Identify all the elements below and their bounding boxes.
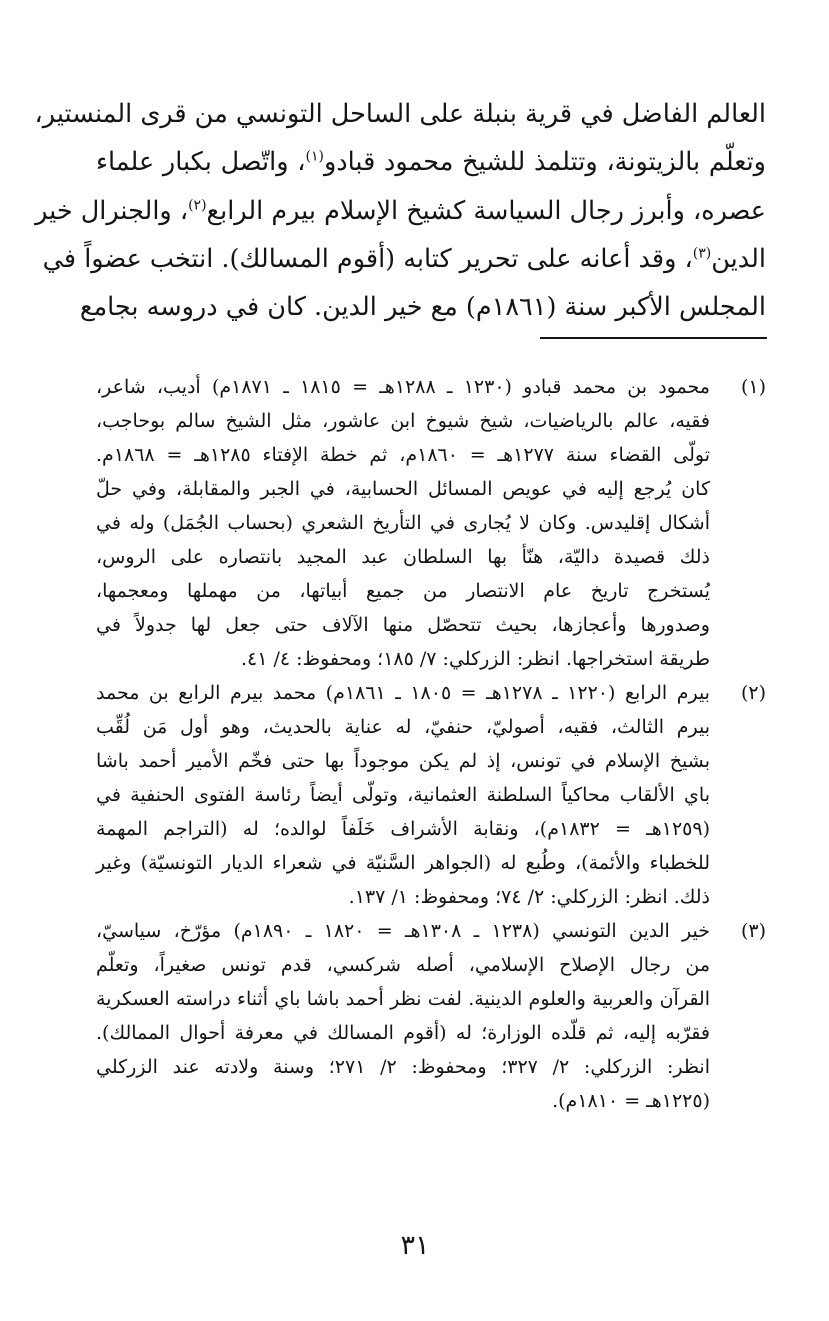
footnote-number: (٣) <box>740 920 766 942</box>
footnote-line: القرآن والعربية والعلوم الدينية. لفت نظر أحمد باشا باي أثناء دراسته العسكرية <box>96 988 710 1010</box>
main-text-segment: ، واتّصل بكبار علماء <box>96 147 306 178</box>
main-text-segment: الدين <box>711 243 766 274</box>
footnote-line: طريقة استخراجها. انظر: الزركلي: ٧/ ١٨٥؛ ومحفوظ: ٤/ ٤١. <box>240 648 710 670</box>
footnote-reference-2[interactable]: (٢) <box>188 197 207 214</box>
footnote-line: باي الألقاب محاكياً السلطنة العثمانية، وتولّى أيضاً رئاسة الفتوى الحنفية في <box>96 784 710 806</box>
footnote-line: ذلك. انظر: الزركلي: ٢/ ٧٤؛ ومحفوظ: ١/ ١٣٧. <box>348 886 710 908</box>
main-text-segment: ، والجنرال خير <box>35 195 189 226</box>
footnote-line: (١٢٥٩هـ = ١٨٣٢م)، ونقابة الأشراف خَلَفاً لوالده؛ له (التراجم المهمة <box>96 818 710 840</box>
footnote-separator <box>540 337 767 339</box>
footnote-line: خير الدين التونسي (١٢٣٨ ـ ١٣٠٨هـ = ١٨٢٠ ـ ١٨٩٠م) مؤرّخ، سياسيّ، <box>96 920 711 942</box>
footnote-reference-1[interactable]: (١) <box>305 148 324 165</box>
footnote-line: كان يُرجع إليه في عويص المسائل الحسابية، في الجبر والمقابلة، وفي حلّ <box>96 478 710 500</box>
main-line <box>42 235 766 283</box>
main-text-segment: عصره، وأبرز رجال السياسة كشيخ الإسلام بيرم الرابع <box>206 195 766 226</box>
footnote-line: بيرم الرابع (١٢٢٠ ـ ١٢٧٨هـ = ١٨٠٥ ـ ١٨٦١م) محمد بيرم الرابع بن محمد <box>96 682 710 704</box>
main-text-segment: وتعلّم بالزيتونة، وتتلمذ للشيخ محمود قبادو <box>323 147 766 178</box>
main-text <box>34 90 766 331</box>
footnote-line: أشكال إقليدس. وكان لا يُجارى في التأريخ الشعري (بحساب الجُمَل) وله في <box>96 512 710 534</box>
footnote-line: للخطباء والأئمة)، وطُبع له (الجواهر السَّنيّة في شعراء الديار التونسيّة) وغير <box>96 852 710 874</box>
footnote-line: فقرّبه إليه، ثم قلّده الوزارة؛ له (أقوم المسالك في معرفة أحوال الممالك). <box>96 1022 710 1044</box>
main-text-segment: ، وقد أعانه على تحرير كتابه (أقوم المسالك). انتخب عضواً في <box>42 243 693 274</box>
main-line <box>35 187 766 235</box>
footnote-line: بشيخ الإسلام في تونس، إذ لم يكن موجوداً بها حتى فخّم الأمير أحمد باشا <box>96 750 710 772</box>
footnotes <box>96 370 766 1118</box>
footnote-line: ذلك قصيدة داليّة، هنّأ بها السلطان عبد المجيد بانتصاره على الروس، <box>96 546 710 568</box>
footnote-line: تولّى القضاء سنة ١٢٧٧هـ = ١٨٦٠م، ثم خطة الإفتاء ١٢٨٥هـ = ١٨٦٨م. <box>96 444 710 466</box>
footnote-number: (٢) <box>740 682 766 704</box>
footnote-3 <box>96 914 766 1118</box>
main-line: العالم الفاضل في قرية بنبلة على الساحل التونسي من قرى المنستير، <box>34 99 766 129</box>
footnote-line: بيرم الثالث، فقيه، أصوليّ، حنفيّ، له عناية بالحديث، وهو أول مَن لُقِّب <box>96 716 710 738</box>
main-line <box>96 138 766 186</box>
footnote-1 <box>96 370 766 676</box>
footnote-line: وصدورها وأعجازها، بحيث تتحصّل منها الآلاف حتى جعل لها جدولاً في <box>96 614 710 636</box>
footnote-number: (١) <box>740 376 766 398</box>
footnote-line: فقيه، عالم بالرياضيات، شيخ شيوخ ابن عاشور، مثل الشيخ سالم بوحاجب، <box>96 410 710 432</box>
footnote-2 <box>96 676 766 914</box>
footnote-line: انظر: الزركلي: ٢/ ٣٢٧؛ ومحفوظ: ٢/ ٢٧١؛ وسنة ولادته عند الزركلي <box>96 1056 710 1078</box>
footnote-line: محمود بن محمد قبادو (١٢٣٠ ـ ١٢٨٨هـ = ١٨١٥ ـ ١٨٧١م) أديب، شاعر، <box>96 376 710 398</box>
footnote-reference-3[interactable]: (٣) <box>692 245 712 262</box>
footnote-line: يُستخرج تاريخ عام الانتصار من جميع أبياتها، من مهملها ومعجمها، <box>96 580 710 602</box>
footnote-line: (١٢٢٥هـ = ١٨١٠م). <box>552 1090 710 1112</box>
main-line: المجلس الأكبر سنة (١٨٦١م) مع خير الدين. كان في دروسه بجامع <box>79 292 766 323</box>
footnote-line: من رجال الإصلاح الإسلامي، أصله شركسي، قدم تونس صغيراً، وتعلّم <box>96 954 710 976</box>
page-number: ٣١ <box>400 1230 430 1261</box>
